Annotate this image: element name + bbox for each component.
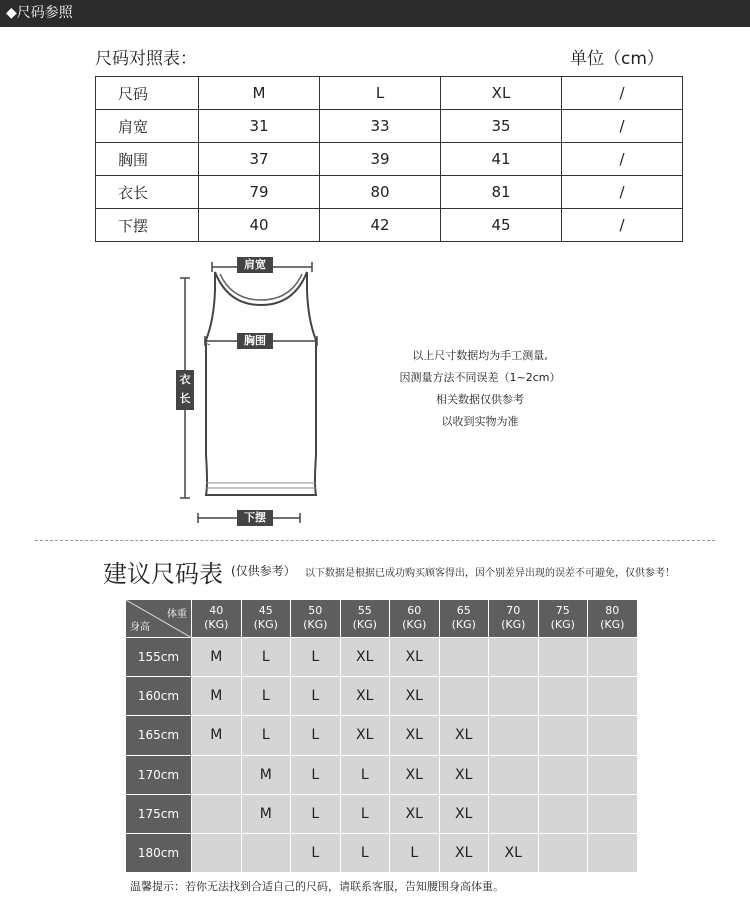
size-cell: 33 [320, 110, 441, 143]
size-cell: 39 [320, 143, 441, 176]
shoulder-label: 肩宽 [237, 257, 273, 273]
recommend-subtitle: (仅供参考） [231, 564, 296, 578]
size-suggestion: M [242, 795, 292, 834]
size-cell: 35 [441, 110, 562, 143]
size-suggestion: XL [440, 756, 490, 795]
size-suggestion: XL [341, 638, 391, 677]
size-suggestion: L [291, 677, 341, 716]
size-cell: 80 [320, 176, 441, 209]
corner-weight-label: 体重 [167, 609, 187, 620]
size-row [96, 110, 683, 143]
size-table-unit: 单位（cm） [570, 49, 664, 69]
size-cell: 79 [199, 176, 320, 209]
size-suggestion: L [291, 795, 341, 834]
size-suggestion: XL [440, 716, 490, 755]
size-suggestion: XL [390, 756, 440, 795]
weight-value: 60 [407, 604, 422, 617]
size-suggestion [539, 756, 589, 795]
size-cell: 41 [441, 143, 562, 176]
grid-corner [126, 600, 192, 638]
weight-unit: (KG) [550, 618, 575, 631]
size-suggestion: L [341, 795, 391, 834]
weight-unit: (KG) [402, 618, 427, 631]
size-suggestion [489, 716, 539, 755]
size-cell: / [562, 209, 683, 242]
size-suggestion: M [192, 677, 242, 716]
size-suggestion [539, 834, 589, 873]
weight-value: 55 [357, 604, 372, 617]
size-suggestion: XL [440, 795, 490, 834]
corner-height-label: 身高 [130, 622, 150, 633]
size-row [96, 176, 683, 209]
size-suggestion [539, 716, 589, 755]
weight-value: 45 [258, 604, 273, 617]
size-cell: 31 [199, 110, 320, 143]
weight-value: 80 [605, 604, 620, 617]
size-suggestion [588, 677, 638, 716]
size-row [96, 143, 683, 176]
size-cell: / [562, 143, 683, 176]
weight-unit: (KG) [451, 618, 476, 631]
size-suggestion: L [291, 756, 341, 795]
weight-value: 70 [506, 604, 521, 617]
size-suggestion: M [242, 756, 292, 795]
size-suggestion: XL [390, 716, 440, 755]
size-suggestion [489, 756, 539, 795]
size-suggestion [539, 638, 589, 677]
size-cell: / [562, 110, 683, 143]
weight-header [192, 600, 242, 638]
size-cell: M [199, 77, 320, 110]
size-suggestion [539, 795, 589, 834]
height-header: 175cm [126, 795, 192, 834]
size-suggestion: L [291, 716, 341, 755]
size-suggestion [192, 756, 242, 795]
height-header: 180cm [126, 834, 192, 873]
size-suggestion [242, 834, 292, 873]
weight-value: 40 [209, 604, 224, 617]
size-row-label: 下摆 [96, 209, 199, 242]
tip-text: 温馨提示：若你无法找到合适自己的尺码，请联系客服，告知腰围身高体重。 [130, 880, 504, 893]
size-table-title: 尺码对照表： [95, 49, 197, 69]
weight-unit: (KG) [204, 618, 229, 631]
weight-header [390, 600, 440, 638]
size-suggestion: XL [341, 677, 391, 716]
size-suggestion [192, 795, 242, 834]
size-suggestion: M [192, 716, 242, 755]
size-cell: 45 [441, 209, 562, 242]
section-title: ◆尺码参照 [6, 5, 73, 21]
note-line: 以上尺寸数据均为手工测量, [412, 349, 548, 362]
weight-unit: (KG) [352, 618, 377, 631]
size-suggestion [489, 638, 539, 677]
size-row-label: 衣长 [96, 176, 199, 209]
section-header [0, 0, 750, 27]
weight-header [440, 600, 490, 638]
size-suggestion [588, 716, 638, 755]
weight-header [242, 600, 292, 638]
size-suggestion [192, 834, 242, 873]
height-header: 170cm [126, 756, 192, 795]
size-suggestion: XL [390, 638, 440, 677]
height-header: 160cm [126, 677, 192, 716]
size-suggestion [588, 756, 638, 795]
size-suggestion: XL [440, 834, 490, 873]
weight-unit: (KG) [600, 618, 625, 631]
tank-top-diagram [170, 250, 340, 530]
size-row-label: 尺码 [96, 77, 199, 110]
size-row-label: 肩宽 [96, 110, 199, 143]
note-line: 因测量方法不同误差（1~2cm） [399, 371, 561, 384]
section-divider [35, 540, 715, 541]
length-label-bottom: 长 [179, 392, 191, 405]
weight-header [539, 600, 589, 638]
size-suggestion: L [242, 716, 292, 755]
weight-header [588, 600, 638, 638]
size-suggestion [440, 677, 490, 716]
size-cell: / [562, 176, 683, 209]
weight-header [341, 600, 391, 638]
size-suggestion: L [242, 638, 292, 677]
height-header: 165cm [126, 716, 192, 755]
size-cell: 40 [199, 209, 320, 242]
size-cell: / [562, 77, 683, 110]
size-row [96, 77, 683, 110]
size-suggestion: M [192, 638, 242, 677]
size-cell: 42 [320, 209, 441, 242]
chest-label: 胸围 [237, 333, 273, 349]
size-suggestion [440, 638, 490, 677]
size-cell: 37 [199, 143, 320, 176]
weight-value: 65 [456, 604, 471, 617]
weight-header [291, 600, 341, 638]
size-table [95, 76, 683, 242]
note-line: 以收到实物为准 [441, 415, 519, 428]
size-suggestion: L [242, 677, 292, 716]
size-row [96, 209, 683, 242]
note-line: 相关数据仅供参考 [436, 393, 524, 406]
measurement-note [380, 345, 580, 433]
size-cell: XL [441, 77, 562, 110]
weight-value: 75 [555, 604, 570, 617]
recommend-note: 以下数据是根据已成功购买顾客得出，因个别差异出现的误差不可避免，仅供参考！ [305, 568, 675, 579]
size-suggestion [489, 795, 539, 834]
size-suggestion [588, 795, 638, 834]
size-suggestion [588, 834, 638, 873]
hem-label: 下摆 [237, 510, 273, 526]
weight-value: 50 [308, 604, 323, 617]
size-row-label: 胸围 [96, 143, 199, 176]
size-suggestion: L [390, 834, 440, 873]
size-suggestion: L [291, 834, 341, 873]
length-label-top: 衣 [179, 373, 191, 386]
length-label [176, 370, 194, 410]
weight-unit: (KG) [253, 618, 278, 631]
weight-header [489, 600, 539, 638]
size-suggestion [588, 638, 638, 677]
size-suggestion: L [341, 756, 391, 795]
size-suggestion: XL [489, 834, 539, 873]
size-suggestion: XL [390, 677, 440, 716]
size-suggestion: L [341, 834, 391, 873]
height-header: 155cm [126, 638, 192, 677]
size-cell: L [320, 77, 441, 110]
size-cell: 81 [441, 176, 562, 209]
weight-unit: (KG) [303, 618, 328, 631]
size-suggestion [539, 677, 589, 716]
recommend-title: 建议尺码表 [103, 560, 223, 588]
size-suggestion: XL [341, 716, 391, 755]
weight-unit: (KG) [501, 618, 526, 631]
size-suggestion: XL [390, 795, 440, 834]
size-suggestion [489, 677, 539, 716]
size-suggestion: L [291, 638, 341, 677]
